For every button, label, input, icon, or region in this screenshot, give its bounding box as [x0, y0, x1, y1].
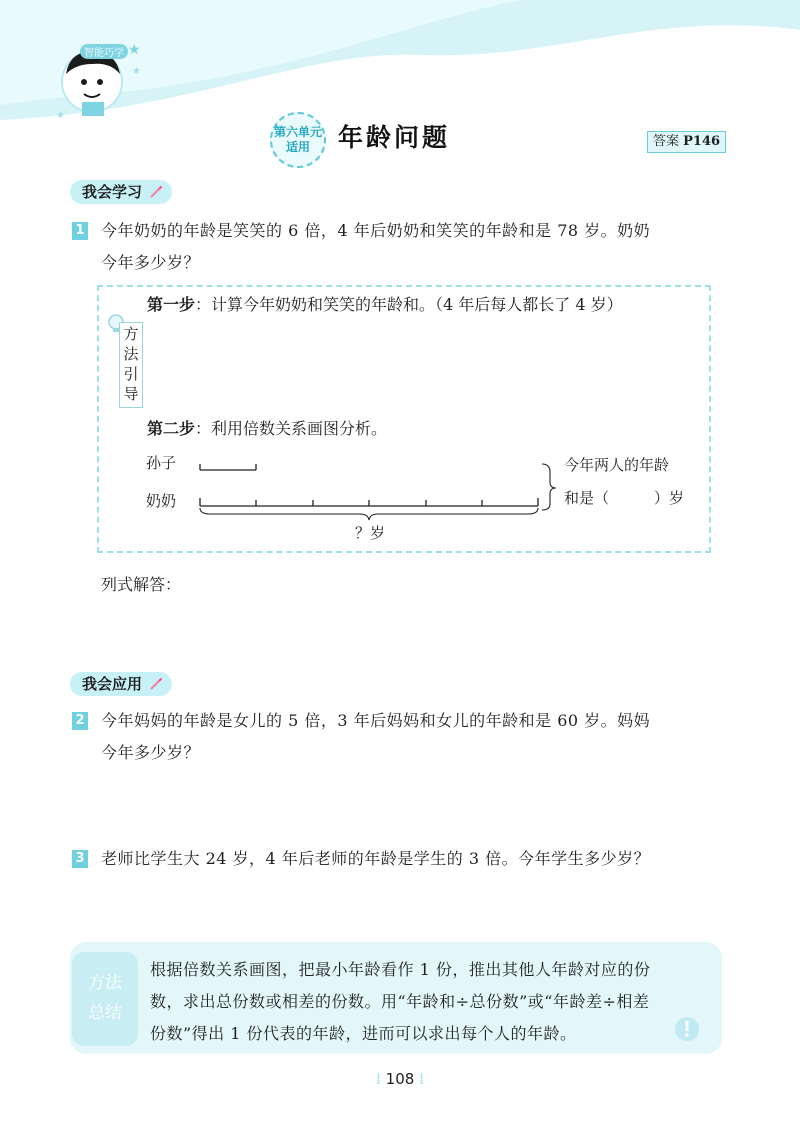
label-grandma: 奶奶 [146, 492, 177, 510]
section-apply-heading [70, 672, 172, 696]
pencil-icon [148, 676, 164, 692]
method-label-char-4: 导 [123, 385, 139, 403]
question-1-line-2: 今年多少岁？ [101, 253, 201, 272]
step-2-lead: 第二步 [147, 419, 196, 438]
svg-text:★: ★ [56, 110, 65, 121]
svg-text:★: ★ [132, 66, 141, 77]
answer-reference [647, 131, 726, 153]
brace-label-line-1: 今年两人的年龄 [564, 456, 670, 474]
bottom-brace [200, 508, 538, 520]
svg-text:★: ★ [128, 42, 141, 58]
unit-seal-line-1: 第六单元 [273, 125, 322, 139]
page-number-right-dots-icon: ⁞ [419, 1070, 424, 1088]
solve-label: 列式解答： [101, 575, 182, 594]
unit-seal-stamp [270, 112, 326, 168]
summary-line-1: 根据倍数关系画图，把最小年龄看作 1 份，推出其他人年龄对应的份 [150, 960, 651, 979]
question-age-label: ？岁 [355, 524, 386, 542]
summary-line-2: 数，求出总份数或相差的份数。用“年龄和÷总份数”或“年龄差÷相差 [150, 992, 650, 1011]
section-learn-heading [70, 180, 172, 204]
method-summary-badge [72, 952, 138, 1046]
question-number-3: 3 [72, 850, 88, 868]
pencil-icon [148, 184, 164, 200]
question-1-line-1: 今年奶奶的年龄是笑笑的 6 倍，4 年后奶奶和笑笑的年龄和是 78 岁。奶奶 [101, 221, 651, 240]
question-2-line-1: 今年妈妈的年龄是女儿的 5 倍，3 年后妈妈和女儿的年龄和是 60 岁。妈妈 [101, 711, 651, 730]
page-number [360, 1070, 440, 1088]
page-title: 年龄问题 [338, 123, 451, 152]
unit-seal-line-2: 适用 [285, 140, 310, 154]
summary-line-3: 份数”得出 1 份代表的年龄，进而可以求出每个人的年龄。 [150, 1024, 577, 1043]
step-1-lead: 第一步 [147, 295, 196, 314]
answer-label: 答案 [653, 134, 680, 149]
label-grandson: 孙子 [146, 454, 177, 472]
step-2-text: ：利用倍数关系画图分析。 [195, 419, 388, 438]
method-summary-text [150, 954, 710, 1050]
step-1-text: ：计算今年奶奶和笑笑的年龄和。（4 年后每人都长了 4 岁） [195, 295, 623, 314]
step-1 [147, 292, 623, 315]
method-label-char-2: 法 [123, 345, 139, 363]
page-number-value: 108 [385, 1070, 415, 1088]
question-3-text: 老师比学生大 24 岁，4 年后老师的年龄是学生的 3 倍。今年学生多少岁？ [101, 849, 651, 868]
exclamation-bubble-icon [672, 1014, 702, 1044]
answer-page-ref: P146 [683, 134, 721, 149]
right-brace [542, 464, 556, 510]
question-number-2: 2 [72, 712, 88, 730]
summary-badge-line-1: 方法 [88, 973, 122, 993]
page-number-left-dots-icon: ⁞ [376, 1070, 381, 1088]
summary-badge-line-2: 总结 [88, 1003, 122, 1023]
section-learn-label: 我会学习 [82, 183, 143, 201]
mascot-banner: 智能巧学 [80, 44, 128, 59]
question-2-text [101, 705, 741, 769]
brace-label-line-2: 和是（ ）岁 [564, 489, 685, 507]
method-guide-label [121, 324, 141, 404]
question-number-1: 1 [72, 222, 88, 240]
grandma-segment [200, 498, 538, 506]
question-1-text [101, 215, 741, 279]
method-label-char-1: 方 [123, 325, 139, 343]
section-apply-label: 我会应用 [82, 675, 143, 693]
step-2 [147, 416, 387, 439]
grandson-segment [200, 464, 256, 470]
method-label-char-3: 引 [123, 365, 139, 383]
question-2-line-2: 今年多少岁？ [101, 743, 201, 762]
